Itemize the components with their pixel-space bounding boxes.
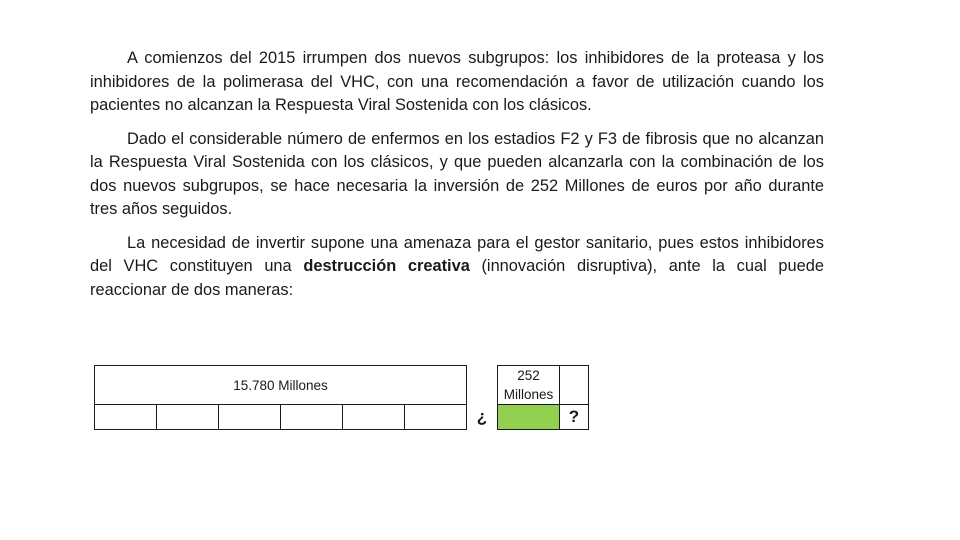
budget-table — [94, 365, 589, 430]
budget-table-bottom-row — [95, 405, 589, 430]
document-body — [90, 47, 824, 312]
new-investment-amount: 252 — [517, 368, 540, 383]
new-investment-highlight-cell — [498, 405, 560, 430]
paragraph-3-start: La necesidad de invertir supone una amenaza para el gestor sanitario, pues estos inhibidores del VHC constituyen una — [90, 233, 824, 275]
close-question-mark: ? — [560, 405, 589, 430]
budget-table-top-row — [95, 366, 589, 405]
segment-cell-2 — [157, 405, 219, 430]
segment-cell-5 — [343, 405, 405, 430]
spacer-cell — [467, 366, 498, 405]
segment-cell-4 — [281, 405, 343, 430]
new-investment-cell — [498, 366, 560, 405]
open-question-mark: ¿ — [476, 407, 488, 426]
paragraph-3-end: (innovación disruptiva), ante la cual puede reaccionar de dos maneras: — [90, 257, 824, 299]
segment-cell-1 — [95, 405, 157, 430]
segment-cell-3 — [219, 405, 281, 430]
segment-cell-6 — [405, 405, 467, 430]
new-investment-unit: Millones — [503, 387, 554, 402]
paragraph-2: Dado el considerable número de enfermos en los estadios F2 y F3 de fibrosis que no alcanzan la Respuesta Viral Sostenida con los clásicos, y que pueden alcanzarla con la combinación de los dos nuevos subgrupos, se hace necesaria la inversión de 252 Millones de euros por año durante tres años seguidos. — [90, 129, 824, 218]
paragraph-3-bold: destrucción creativa — [303, 257, 470, 275]
paragraph-1: A comienzos del 2015 irrumpen dos nuevos subgrupos: los inhibidores de la proteasa y los inhibidores de la polimerasa del VHC, con una recomendación a favor de utilización cuando los pacientes no alcanzan la Respuesta Viral Sostenida con los clásicos. — [90, 49, 824, 114]
paragraph-3 — [90, 232, 824, 303]
total-budget-cell: 15.780 Millones — [95, 366, 467, 405]
empty-top-right-cell — [560, 366, 589, 405]
